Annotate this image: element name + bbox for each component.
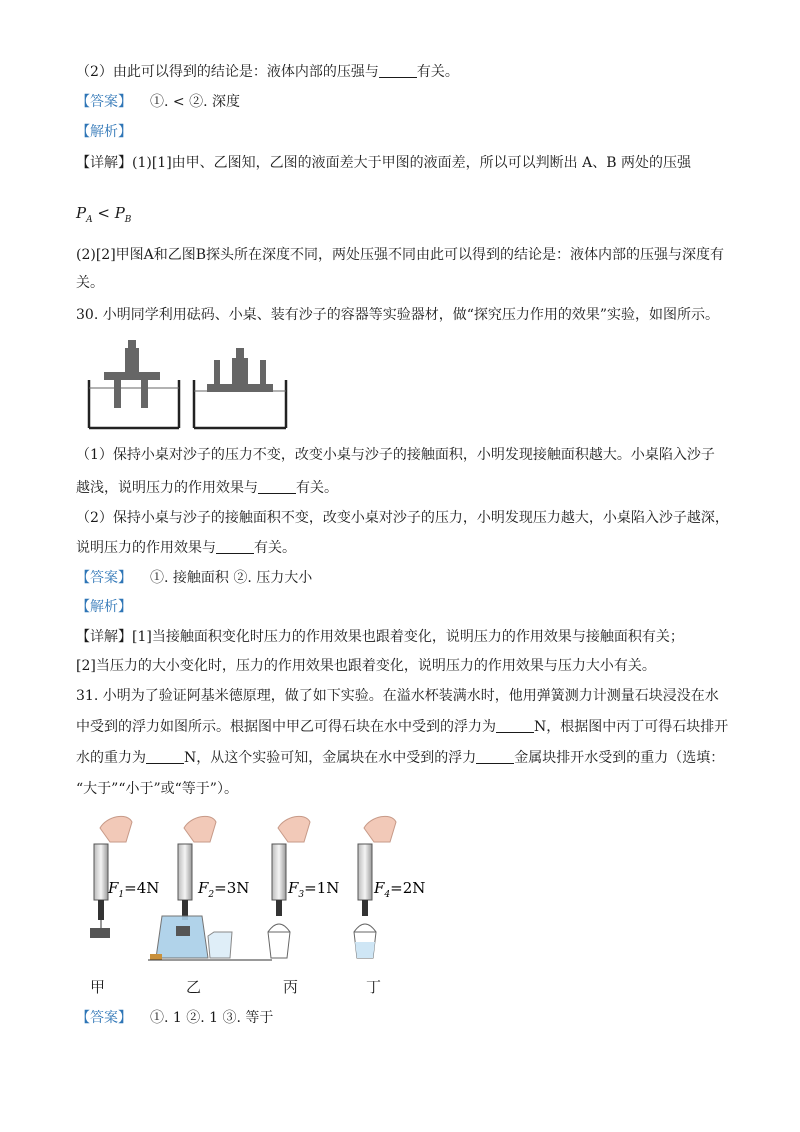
answer-blank xyxy=(258,479,296,494)
q30-detail-2: [2]当压力的大小变化时，压力的作用效果也跟着变化，说明压力的作用效果与压力大小有关。 xyxy=(76,658,656,674)
q30-figure xyxy=(86,336,296,432)
q30-analysis-label: 【解析】 xyxy=(76,599,132,615)
q29-detail-2b: 关。 xyxy=(76,275,104,291)
spring-scale-jia xyxy=(90,816,132,938)
sand-container-left xyxy=(89,380,179,428)
q29-detail-2a: (2)[2]甲图A和乙图B探头所在深度不同，两处压强不同由此可以得到的结论是：液体内部的压强与深度有 xyxy=(76,247,725,263)
q30-part1-a: （1）保持小桌对沙子的压力不变，改变小桌与沙子的接触面积，小明发现接触面积越大。小桌陷入沙子 xyxy=(76,447,715,463)
answer-blank xyxy=(146,749,184,764)
force-label-yi: $F_2=3N$ xyxy=(198,879,250,900)
figure-label-ding: 丁 xyxy=(366,978,382,996)
answer-blank xyxy=(216,539,254,554)
figure-label-jia: 甲 xyxy=(90,978,106,996)
force-label-bing: $F_3=1N$ xyxy=(288,879,340,900)
q29-formula: $P_A < P_B$ xyxy=(76,204,132,225)
q31-figure xyxy=(82,808,442,968)
answer-blank xyxy=(476,749,514,764)
q30-stem: 30. 小明同学利用砝码、小桌、装有沙子的容器等实验器材，做“探究压力作用的效果”实验，如图所示。 xyxy=(76,307,720,323)
answer-blank xyxy=(496,718,534,733)
spring-scale-yi xyxy=(148,816,272,960)
q31-line3: 水的重力为 N，从这个实验可知，金属块在水中受到的浮力 金属块排开水受到的重力（选填： xyxy=(76,750,725,766)
answer-blank xyxy=(379,63,417,78)
small-table-left xyxy=(104,340,160,408)
q29-part2: （2）由此可以得到的结论是：液体内部的压强与 有关。 xyxy=(76,64,459,80)
q30-answer: 【答案】 ①. 接触面积 ②. 压力大小 xyxy=(76,570,313,586)
figure-label-bing: 丙 xyxy=(283,978,299,996)
q31-line2: 中受到的浮力如图所示。根据图中甲乙可得石块在水中受到的浮力为 N，根据图中丙丁可得石块排开 xyxy=(76,719,729,735)
q30-detail-1: 【详解】[1]当接触面积变化时压力的作用效果也跟着变化，说明压力的作用效果与接触面积有关； xyxy=(76,629,684,645)
figure-label-yi: 乙 xyxy=(186,978,202,996)
q30-part2-a: （2）保持小桌与沙子的接触面积不变，改变小桌对沙子的压力，小明发现压力越大，小桌陷入沙子越深， xyxy=(76,510,729,526)
q31-answer: 【答案】 ①. 1 ②. 1 ③. 等于 xyxy=(76,1010,274,1026)
small-table-right xyxy=(207,348,273,392)
force-label-jia: $F_1=4N$ xyxy=(108,879,160,900)
q29-analysis-label: 【解析】 xyxy=(76,124,132,140)
q29-answer: 【答案】 ①. < ②. 深度 xyxy=(76,94,240,110)
q30-part1-b: 越浅，说明压力的作用效果与 有关。 xyxy=(76,480,338,496)
q31-line4: “大于”“小于”或“等于”）。 xyxy=(76,781,238,797)
q31-line1: 31. 小明为了验证阿基米德原理，做了如下实验。在溢水杯装满水时，他用弹簧测力计测量石块浸没在水 xyxy=(76,688,719,704)
force-label-ding: $F_4=2N$ xyxy=(374,879,426,900)
q29-detail-1: 【详解】(1)[1]由甲、乙图知，乙图的液面差大于甲图的液面差，所以可以判断出 A、B 两处的压强 xyxy=(76,155,691,171)
q30-part2-b: 说明压力的作用效果与 有关。 xyxy=(76,540,296,556)
